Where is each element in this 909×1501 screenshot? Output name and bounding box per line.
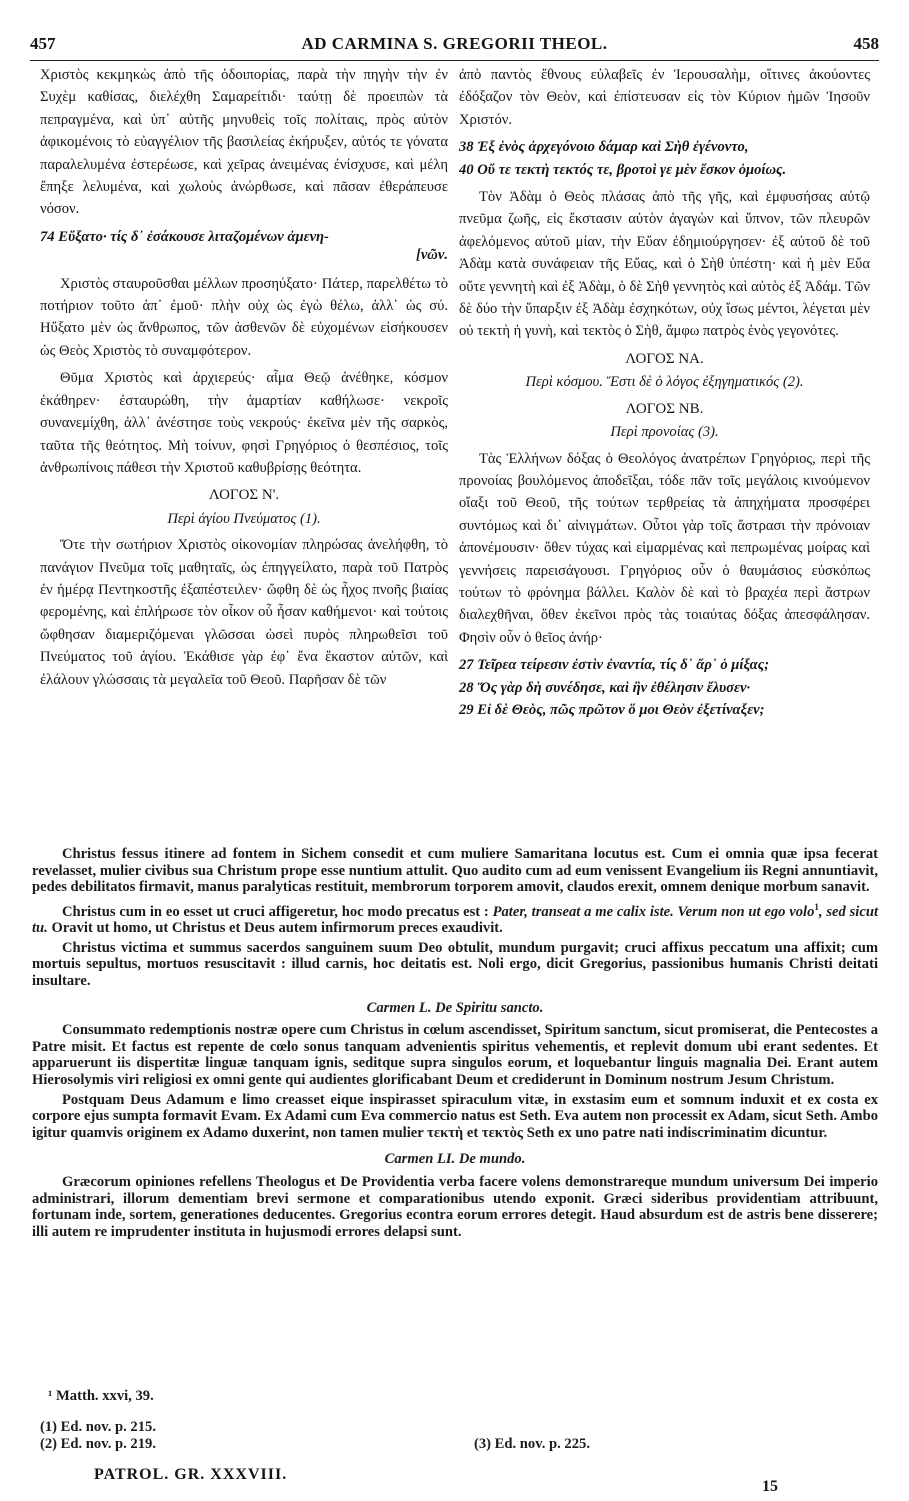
latin-translation <box>32 846 878 1243</box>
latin-paragraph: Consummato redemptionis nostræ opere cum Christus in cœlum ascendisset, Spiritum sanctum, sicut promiserat, die Pentecostes a Patre misit. Et factus est repente de cœlo sonus tanquam advenientis spiritus vehementis, et replevit domum ubi erant sedentes. Et apparuerunt iis dispertitæ linguæ tanquam ignis, seditque supra singulos eorum, et loquebantur linguis magnalia Dei. Erant autem Hierosolymis viri religiosi ex omni gente qui audientes glorificabant Deum et crediderunt in Dominum nostrum Jesum Christum. <box>32 1022 878 1088</box>
greek-paragraph: ἀπὸ παντὸς ἔθνους εὐλαβεῖς ἐν Ἱερουσαλὴμ, οἵτινες ἀκούοντες ἐδόξαζον τὸν Θεὸν, καὶ ἐπίστευσαν εἰς τὸν Κύριον ἡμῶν Ἰησοῦν Χριστόν. <box>459 67 870 128</box>
section-subheading: Περὶ κόσμου. Ἔστι δὲ ὁ λόγος ἐξηγηματικός (2). <box>525 374 804 391</box>
verse-line: 28 Ὅς γὰρ δὴ συνέδησε, καὶ ἣν ἐθέλησιν ἔλυσεν· <box>459 679 751 696</box>
verse-line: 74 Εὔξατο· τίς δ᾽ ἐσάκουσε λιταζομένων ἀμενη- <box>40 228 329 245</box>
greek-paragraph: Θῦμα Χριστὸς καὶ ἀρχιερεύς· αἷμα Θεῷ ἀνέθηκε, κόσμον ἐκάθηρεν· ἐσταυρώθη, τὴν ἁμαρτίαν καθήλωσε· νεκροῖς συνανεμίχθη, ἀλλ᾽ ἀνέστησε τοὺς νεκρούς· ἐκεῖνα μὲν τῆς σαρκὸς, ταῦτα τῆς θεότητος. Μὴ τοίνυν, φησὶ Γρηγόριος ὁ θεσπέσιος, τοῖς ἀνθρωπίνοις πάθεσι τὴν Χριστοῦ καθυβρίσῃς θεότητα. <box>40 370 448 476</box>
sheet-number: 15 <box>762 1478 778 1495</box>
verse-line: 29 Εἰ δὲ Θεὸς, πῶς πρῶτον ὅ μοι Θεὸν ἐξετίναξεν; <box>459 701 765 718</box>
running-header <box>30 34 879 58</box>
latin-text: Christus cum in eo esset ut cruci affigeretur, hoc modo precatus est : <box>62 903 489 920</box>
footnotes-left <box>40 1419 156 1453</box>
greek-paragraph: Χριστὸς κεκμηκὼς ἀπὸ τῆς ὁδοιπορίας, παρὰ τὴν πηγὴν τὴν ἐν Συχὲμ καθίσας, διελέχθη Σαμαρείτιδι· ταύτῃ δὲ προειπὼν τὰ πεπραγμένα, καὶ ὑπ᾽ αὐτῆς μηνυθεὶς τοῖς πολίταις, πρὸς αὐτὸν ἀφικομένοις τὸ εὐαγγέλιον τῆς βασιλείας ἐκήρυξεν, αὐτός τε γόνατα παραλελυμένα ἐστερέωσε, καὶ χεῖρας ἀνειμένας ἐνίσχυσε, καὶ μέλη ἔπηξε λελυμένα, καὶ χωλοὺς ἀνώρθωσε, καὶ πᾶσαν ἐθεράπευσε νόσον. <box>40 67 448 218</box>
page-number-right: 458 <box>853 34 879 53</box>
latin-paragraph: Christus victima et summus sacerdos sanguinem suum Deo obtulit, mundum purgavit; cruci affixus peccatum una affixit; cum mortuis sepultus, mortuos resuscitavit : illud carnis, hoc deitatis est. Noli ergo, dicit Gregorius, passionibus humanis Christi deitati insultare. <box>32 939 878 990</box>
footnote: (1) Ed. nov. p. 215. <box>40 1419 156 1435</box>
section-heading: ΛΟΓΟΣ ΝΑ. <box>625 350 704 367</box>
footnote-marker: 1 <box>814 901 819 912</box>
greek-paragraph: Τὰς Ἑλλήνων δόξας ὁ Θεολόγος ἀνατρέπων Γρηγόριος, περὶ τῆς προνοίας βουλόμενος ἀποδεῖξαι, τόδε πᾶν τοῖς μεγάλοις κινούμενον οἴαξι τοῦ Θεοῦ, τῆς τούτων τερθρείας τὰ ἀπηχήματα προσφέρει συντόμως καὶ δι᾽ αἰνιγμάτων. Οὗτοι γὰρ τοῖς ἄστρασι τὴν πρόνοιαν ἀπονέμουσιν· ὅθεν τύχας καὶ εἱμαρμένας καὶ πεπρωμένας μοίρας καὶ γεννήσεις παρεισάγουσι. Γρηγόριος οὖν ὁ θαυμάσιος εὐσκόπως τούτων τὸ φρόνημα βάλλει. Καλὸν δὲ καὶ τὸ βραχέα περὶ ἄστρων διαλεχθῆναι, ὅθεν ἐκεῖνοι πρὸς τὰς τοιαύτας δόξας ἀπεσφάλησαν. Φησὶν οὖν ὁ θεῖος ἀνήρ· <box>459 450 870 646</box>
footnotes-right <box>474 1436 590 1453</box>
section-subheading: Περὶ προνοίας (3). <box>610 424 719 441</box>
latin-quote: , sed sicut tu. <box>32 903 879 937</box>
latin-text: Oravit ut homo, ut Christus et Deus autem infirmorum preces exaudivit. <box>47 920 503 937</box>
latin-paragraph: Christus fessus itinere ad fontem in Sichem consedit et cum muliere Samaritana locutus est. Cum ei omnia quæ ipsa fecerat revelasset, mulier civibus sua Christum prope esse nuntium attulit. Quo audito cum ad eum venissent Evangelium iis Regni annuntiavit, pedes debilitatos firmavit, manus paralyticas restituit, membrorum torporem amovit, claudos erexit, omnem denique morbum sanavit. <box>32 846 878 896</box>
signature-mark: PATROL. GR. XXXVIII. <box>94 1466 288 1483</box>
latin-paragraph: Græcorum opiniones refellens Theologus et De Providentia verba facere volens demonstrareque mundum universum Dei imperio administrari, illorum dementiam brevi sermone et comparationibus utendo exponit. Græci sideribus providentiam attribuunt, fortunam inde, sortem, generationes deducentes. Gregorius econtra eorum errores detegit. Haud absurdum est de astris bene disserere; illi autem re imprudenter instituta in hujusmodi errores delapsi sunt. <box>32 1173 878 1240</box>
verse-line: 40 Οὔ τε τεκτὴ τεκτός τε, βροτοὶ γε μὲν ἔσκον ὁμοίως. <box>459 161 787 178</box>
footnote: (2) Ed. nov. p. 219. <box>40 1436 156 1452</box>
section-heading: ΛΟΓΟΣ ΝΒ. <box>625 400 704 417</box>
section-heading: ΛΟΓΟΣ Ν'. <box>208 487 280 504</box>
carmen-title: Carmen LI. De mundo. <box>384 1151 526 1168</box>
latin-paragraph: Postquam Deus Adamum e limo creasset eique inspirasset spiraculum vitæ, in exstasim eum et somnum induxit et ex costa ex corpore ejus sumpta formavit Evam. Ex Adami cum Eva commercio natus est Seth. Eva autem non processit ex Adam, sicut Seth. Ambo igitur quamvis originem ex Adamo duxerint, non tamen mulier τεκτὴ et τεκτὸς Seth ex uno patre nati indiscriminatim dicuntur. <box>32 1091 878 1141</box>
carmen-title: Carmen L. De Spiritu sancto. <box>366 999 544 1016</box>
page-number-left: 457 <box>30 34 56 53</box>
verse-line: 27 Τεῖρεα τείρεσιν ἐστὶν ἐναντία, τίς δ᾽ ἄρ᾽ ὁ μίξας; <box>459 657 770 674</box>
latin-paragraph <box>32 899 878 937</box>
footnote: ¹ Matth. xxvi, 39. <box>48 1388 154 1404</box>
verse-line: 38 Ἐξ ἑνὸς ἀρχεγόνοιο δάμαρ καὶ Σὴθ ἐγένοντο, <box>459 139 749 156</box>
right-column <box>459 64 870 721</box>
greek-paragraph: Ὅτε τὴν σωτήριον Χριστὸς οἰκονομίαν πληρώσας ἀνελήφθη, τὸ πανάγιον Πνεῦμα τοῖς μαθηταῖς, ὡς ἐπηγγείλατο, παρὰ τοῦ Πατρὸς ἐν ἡμέρᾳ Πεντηκοστῆς ἐξαπέστειλεν· ὤφθη δὲ ὡς ἦχος πνοῆς βιαίας φερομένης, καὶ ἐπλήρωσε τὸν οἶκον οὗ ἦσαν καθήμενοι· καὶ τούτοις ὤφθησαν διαμεριζόμεναι γλῶσσαι ὡσεὶ πυρὸς πληρωθεῖσι τοῦ Πνεύματος τοῦ ἁγίου. Ἐκάθισε γὰρ ἐφ᾽ ἕνα ἕκαστον αὐτῶν, καὶ ἐλάλουν γλώσσαις τὰ μεγαλεῖα τοῦ Θεοῦ. Παρῆσαν δὲ τῶν <box>40 537 448 688</box>
verse-continuation: [νῶν. <box>415 247 448 264</box>
greek-paragraph: Τὸν Ἀδὰμ ὁ Θεὸς πλάσας ἀπὸ τῆς γῆς, καὶ ἐμφυσήσας αὐτῷ πνεῦμα ζωῆς, εἰς ἔκστασιν αὐτὸν ἀγαγὼν καὶ ὕπνον, τῶν πλευρῶν ἀφελόμενος αὐτοῦ μίαν, τὴν Εὔαν ἐδημιούργησεν· ἐξ αὐτοῦ δὲ τοῦ Ἀδὰμ κατὰ συνάφειαν τῆς Εὔας, καὶ ὁ Σὴθ ὑπέστη· καὶ ἡ μὲν Εὔα οὔτε γεννητὴ καὶ ἐξ Ἀδὰμ, ὁ δὲ Σὴθ γεννητὸς καὶ αὐτὸς ἐξ Ἀδάμ. Τῶν δὲ δύο τὴν ὕπαρξιν ἐξ Ἀδὰμ ἐσχηκότων, οὐχ ἴσως μέντοι, λέγεται μὲν οὐ τεκτὴ ἡ γυνὴ, καὶ τεκτὸς ὁ Σὴθ, ἄμφω πατρὸς ἑνὸς γεγονότες. <box>459 189 870 340</box>
section-subheading: Περὶ ἁγίου Πνεύματος (1). <box>167 510 321 527</box>
greek-paragraph: Χριστὸς σταυροῦσθαι μέλλων προσηύξατο· Πάτερ, παρελθέτω τὸ ποτήριον τοῦτο ἀπ᾽ ἐμοῦ· πλὴν οὐχ ὡς ἐγὼ θέλω, ἀλλ᾽ ὡς σύ. Ηὔξατο μὲν ὡς ἄνθρωπος, τῶν ἀσθενῶν δὲ εὐχομένων εἰσήκουσεν ὡς Θεὸς Χριστὸς τὸ συναμφότερον. <box>40 275 448 359</box>
left-column <box>40 64 448 696</box>
header-rule <box>30 60 879 61</box>
footnote: (3) Ed. nov. p. 225. <box>474 1436 590 1452</box>
latin-quote: Pater, transeat a me calix iste. Verum non ut ego volo <box>492 903 815 920</box>
footnote-matth <box>48 1388 154 1405</box>
running-title: AD CARMINA S. GREGORII THEOL. <box>301 34 608 53</box>
